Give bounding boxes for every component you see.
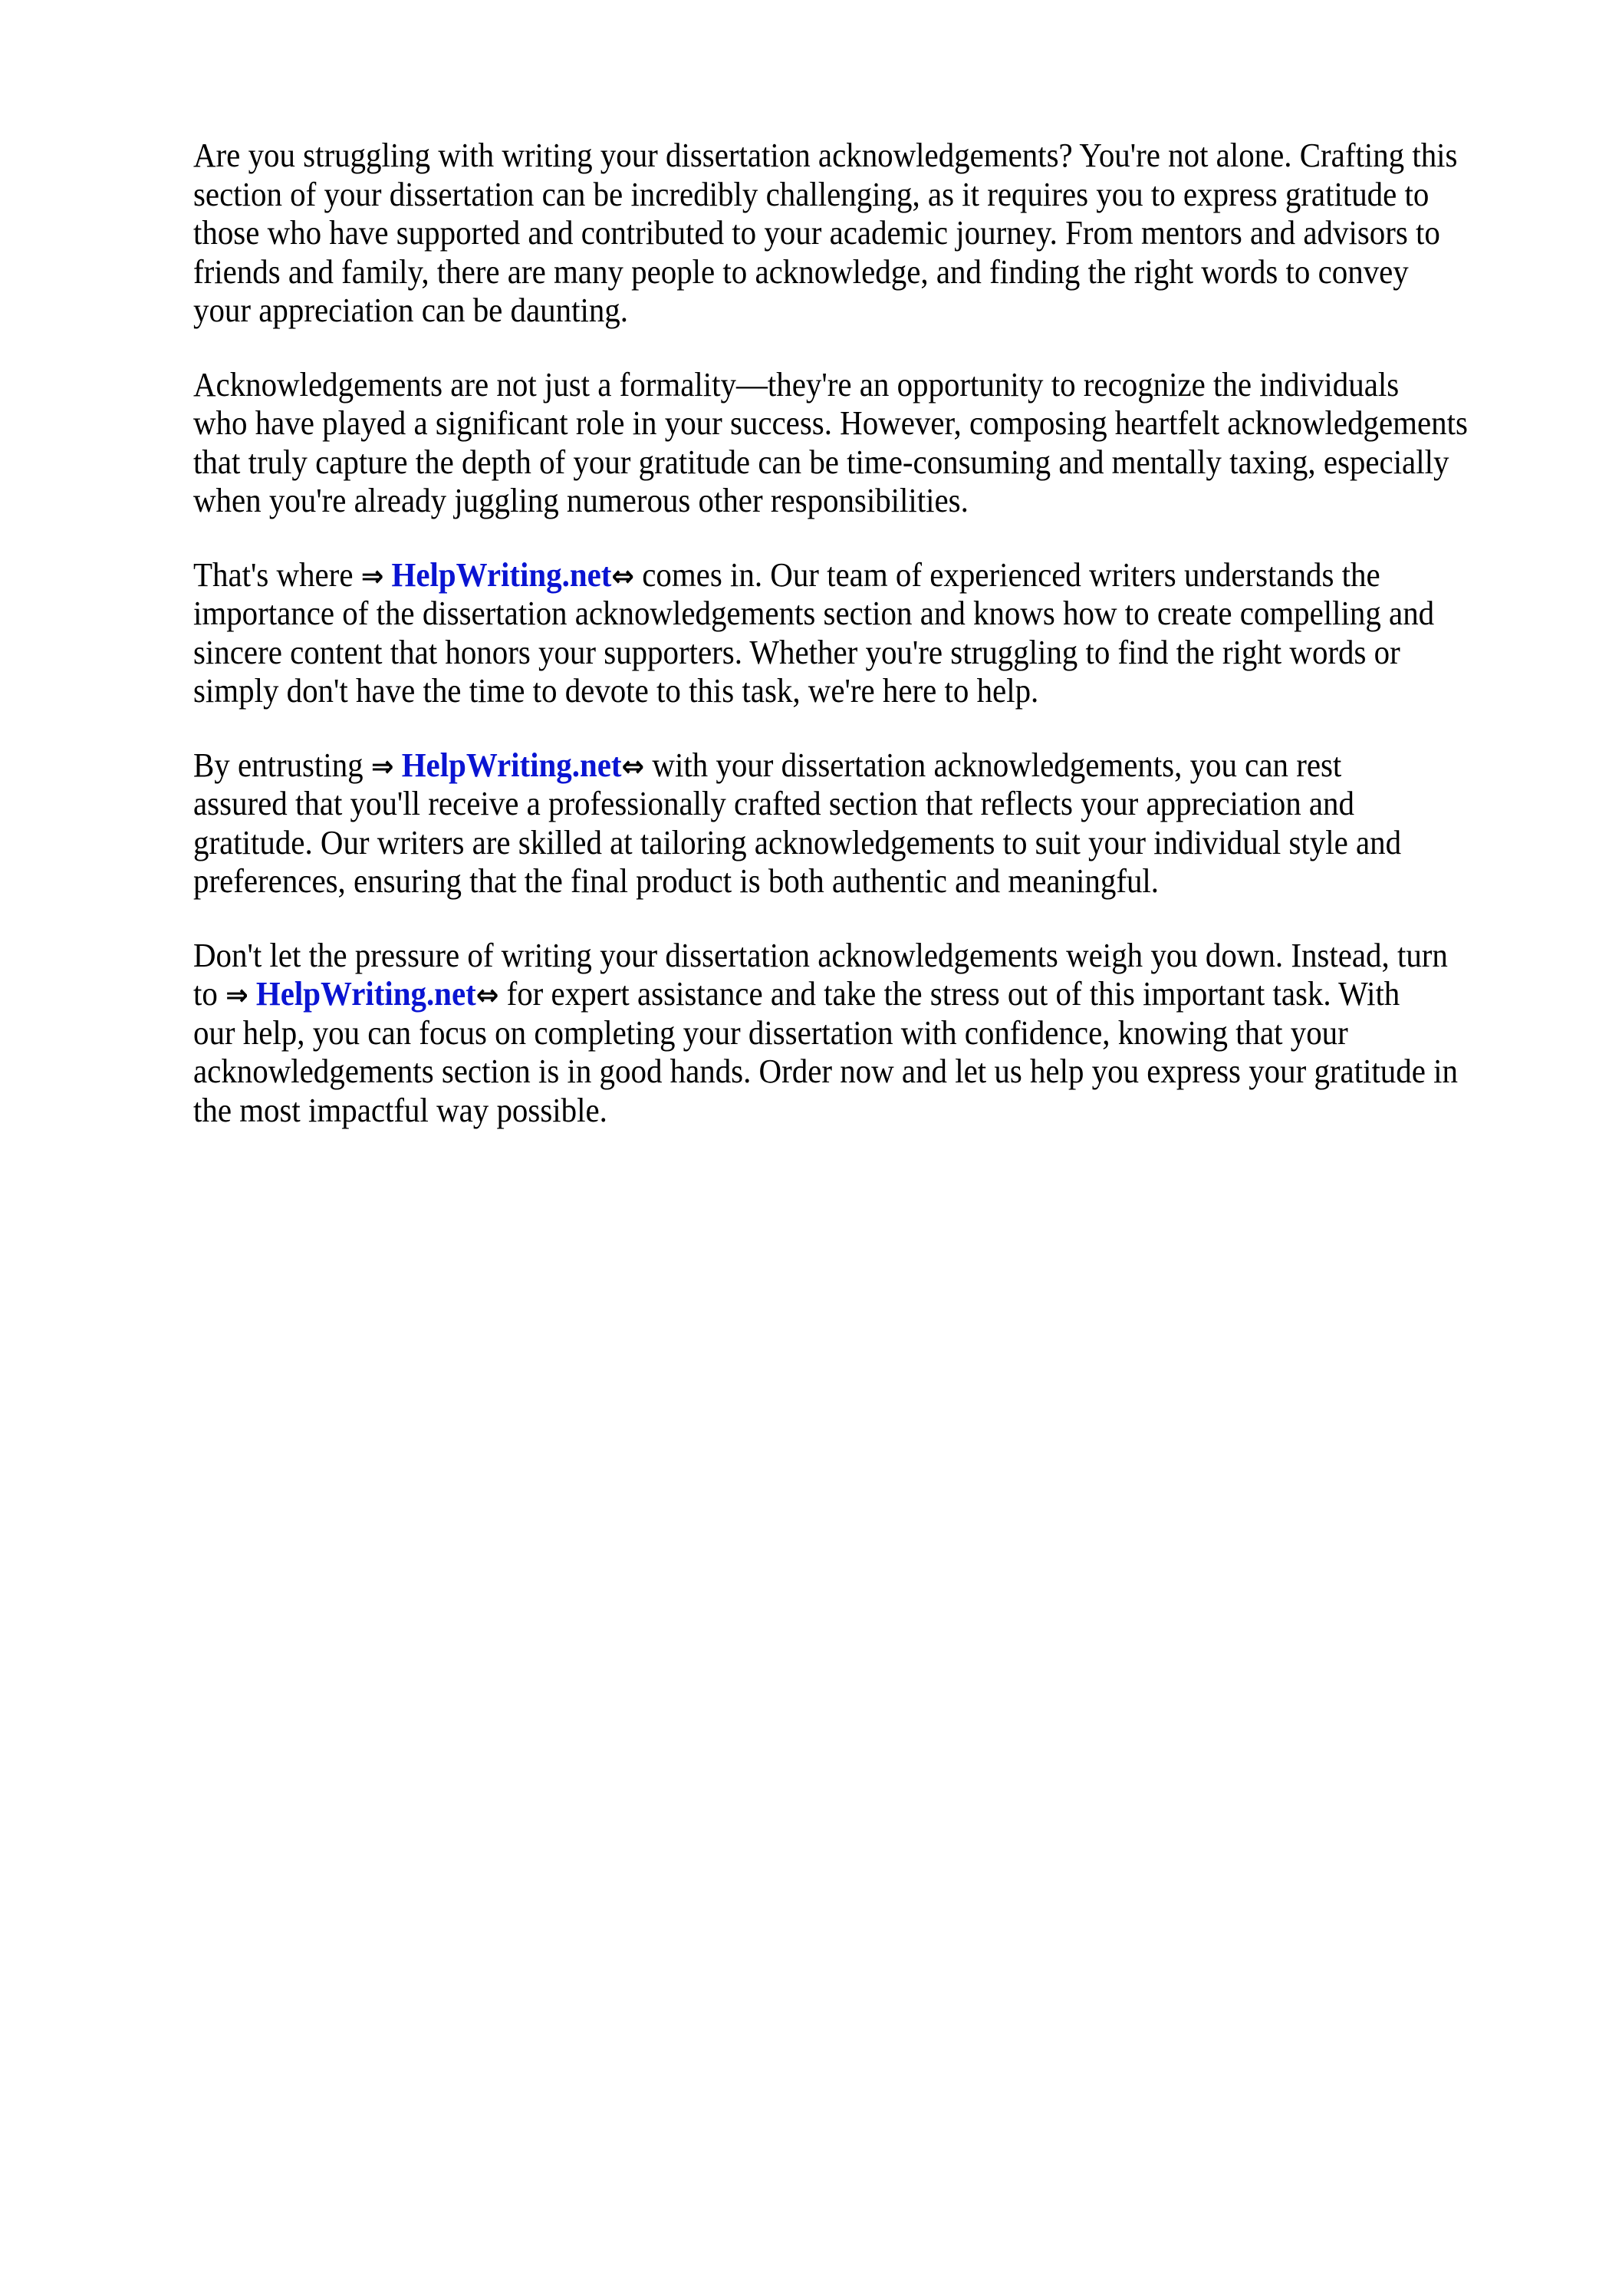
helpwriting-link[interactable]: HelpWriting.net bbox=[255, 975, 476, 1013]
text-line: gratitude. Our writers are skilled at tailoring acknowledgements to suit your individual style and bbox=[193, 823, 1402, 861]
left-right-double-arrow-icon: ⇔ bbox=[621, 749, 645, 783]
text-line bbox=[193, 975, 1468, 1014]
paragraph-service bbox=[193, 556, 1468, 711]
text-line: who have played a significant role in your success. However, composing heartfelt acknowledgements bbox=[193, 404, 1468, 442]
text-segment: with your dissertation acknowledgements, you can rest bbox=[644, 746, 1342, 784]
text-segment: By entrusting bbox=[193, 746, 371, 784]
paragraph-intro bbox=[193, 137, 1468, 331]
helpwriting-link[interactable]: HelpWriting.net bbox=[401, 746, 622, 784]
text-line: section of your dissertation can be incredibly challenging, as it requires you to express gratitude to bbox=[193, 175, 1430, 213]
text-segment: to bbox=[193, 975, 226, 1013]
text-segment: comes in. Our team of experienced writers understands the bbox=[634, 555, 1380, 594]
paragraph-call-to-action bbox=[193, 937, 1468, 1131]
left-right-double-arrow-icon: ⇔ bbox=[611, 558, 635, 593]
text-line: when you're already juggling numerous other responsibilities. bbox=[193, 482, 969, 519]
text-line: preferences, ensuring that the final product is both authentic and meaningful. bbox=[193, 862, 1160, 900]
paragraph-entrusting bbox=[193, 746, 1468, 901]
paragraph-formality bbox=[193, 366, 1468, 521]
text-line: assured that you'll receive a professionally crafted section that reflects your appreciation and bbox=[193, 785, 1354, 822]
text-line bbox=[193, 556, 1468, 595]
text-line: Acknowledgements are not just a formality—they're an opportunity to recognize the individuals bbox=[193, 365, 1400, 404]
right-double-arrow-icon: ⇒ bbox=[360, 558, 384, 593]
text-line: sincere content that honors your supporters. Whether you're struggling to find the right words or bbox=[193, 633, 1400, 671]
right-double-arrow-icon: ⇒ bbox=[225, 978, 248, 1012]
text-segment: for expert assistance and take the stress out of this important task. With bbox=[498, 975, 1400, 1013]
text-line: our help, you can focus on completing your dissertation with confidence, knowing that your bbox=[193, 1013, 1348, 1052]
text-line: that truly capture the depth of your gratitude can be time-consuming and mentally taxing, especially bbox=[193, 443, 1449, 481]
text-line: simply don't have the time to devote to this task, we're here to help. bbox=[193, 672, 1039, 710]
text-line: importance of the dissertation acknowledgements section and knows how to create compelling and bbox=[193, 595, 1435, 632]
text-line: acknowledgements section is in good hands. Order now and let us help you express your gratitude in bbox=[193, 1052, 1458, 1090]
text-line: your appreciation can be daunting. bbox=[193, 292, 628, 329]
text-line: friends and family, there are many people to acknowledge, and finding the right words to convey bbox=[193, 252, 1409, 291]
text-line: Are you struggling with writing your dissertation acknowledgements? You're not alone. Crafting this bbox=[193, 137, 1458, 174]
document-body bbox=[193, 137, 1468, 1165]
text-segment: That's where bbox=[193, 555, 361, 594]
right-double-arrow-icon: ⇒ bbox=[370, 749, 394, 783]
text-line: Don't let the pressure of writing your dissertation acknowledgements weigh you down. Instead, turn bbox=[193, 936, 1448, 974]
text-line: the most impactful way possible. bbox=[193, 1091, 607, 1129]
left-right-double-arrow-icon: ⇔ bbox=[475, 978, 499, 1012]
helpwriting-link[interactable]: HelpWriting.net bbox=[391, 555, 612, 594]
text-line: those who have supported and contributed to your academic journey. From mentors and advisors to bbox=[193, 214, 1440, 252]
text-line bbox=[193, 746, 1468, 786]
